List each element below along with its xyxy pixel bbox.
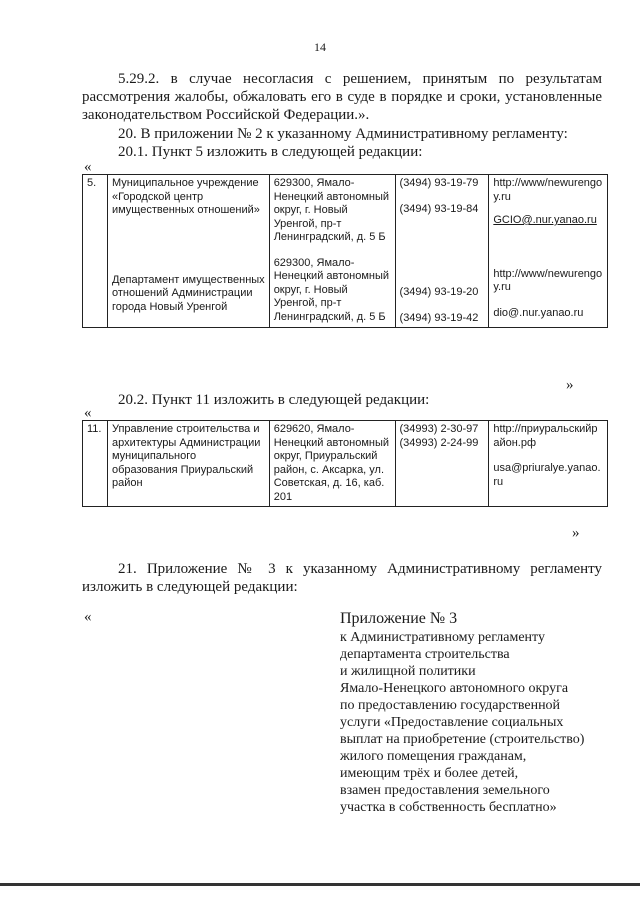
phone-1b: (3494) 93-19-84 xyxy=(399,202,479,215)
phone-2a: (3494) 93-19-20 xyxy=(399,286,479,298)
open-quote-1: « xyxy=(84,159,92,175)
address-cell xyxy=(269,175,395,328)
open-quote-3: « xyxy=(84,609,92,625)
appendix-header xyxy=(340,610,620,816)
close-quote-1: » xyxy=(566,377,574,393)
website-link[interactable]: http://приуральскийрайон.рф xyxy=(493,423,598,449)
appendix-line: имеющим трёх и более детей, xyxy=(340,766,519,781)
appendix-line: жилого помещения гражданам, xyxy=(340,749,527,764)
website-link-1[interactable]: http://www/newurengoy.ru xyxy=(493,177,603,203)
appendix-line: департамента строительства xyxy=(340,647,510,662)
organization-name: Управление строительства и архитектуры Администрации муниципального образования Приуральский район xyxy=(107,421,269,507)
phone-b: (34993) 2-24-99 xyxy=(399,436,479,449)
appendix-line: по предоставлению государственной xyxy=(340,698,561,713)
paragraph-20: 20. В приложении № 2 к указанному Административному регламенту: xyxy=(118,126,568,142)
phone-2b: (3494) 93-19-42 xyxy=(399,311,479,324)
bottom-scan-edge xyxy=(0,883,640,886)
phone-1a: (3494) 93-19-79 xyxy=(399,177,479,189)
email-link-2[interactable]: dio@.nur.yanao.ru xyxy=(493,306,584,319)
paragraph-21: 21. Приложение № 3 к указанному Административному регламенту изложить в следующей редакции: xyxy=(82,561,602,595)
appendix-line: участка в собственность бесплатно» xyxy=(340,800,557,815)
row-number: 11. xyxy=(83,421,108,507)
appendix-title: Приложение № 3 xyxy=(340,610,458,627)
paragraph-5-29-2: 5.29.2. в случае несогласия с решением, принятым по результатам рассмотрения жалобы, обжаловать его в суде в порядке и сроки, установленные законодательством Российской Федерации.». xyxy=(82,71,602,123)
appendix-line: Ямало-Ненецкого автономного округа xyxy=(340,681,569,696)
email-link-1[interactable]: GCIO@.nur.yanao.ru xyxy=(493,214,597,226)
paragraph-20-1: 20.1. Пункт 5 изложить в следующей редакции: xyxy=(118,144,423,160)
email-link[interactable]: usa@priuralye.yanao.ru xyxy=(493,462,601,488)
address: 629620, Ямало-Ненецкий автономный округ, Приуральский район, с. Аксарка, ул. Советская, д. 16, каб. 201 xyxy=(269,421,395,507)
table-row xyxy=(83,175,608,328)
close-quote-2: » xyxy=(572,525,580,541)
row-number: 5. xyxy=(83,175,108,328)
address-1: 629300, Ямало-Ненецкий автономный округ, г. Новый Уренгой, пр-т Ленинградский, д. 5 Б xyxy=(273,177,390,243)
table-row xyxy=(83,421,608,507)
appendix-line: к Административному регламенту xyxy=(340,630,545,645)
phone-cell xyxy=(395,421,489,507)
appendix-line: взамен предоставления земельного xyxy=(340,783,550,798)
organization-name-2: Департамент имущественных отношений Администрации города Новый Уренгой xyxy=(111,273,265,313)
appendix-line: услуги «Предоставление социальных xyxy=(340,715,564,730)
table-item-5 xyxy=(82,174,608,328)
organization-name-1: Муниципальное учреждение «Городской центр имущественных отношений» xyxy=(111,177,260,216)
phone-cell xyxy=(395,175,489,328)
page-number: 14 xyxy=(314,40,326,54)
paragraph-20-2: 20.2. Пункт 11 изложить в следующей редакции: xyxy=(118,392,430,408)
open-quote-2: « xyxy=(84,405,92,421)
contacts-cell xyxy=(489,175,608,328)
appendix-line: выплат на приобретение (строительство) xyxy=(340,732,585,747)
phone-a: (34993) 2-30-97 xyxy=(399,423,479,435)
organization-cell xyxy=(107,175,269,328)
website-link-2[interactable]: http://www/newurengoy.ru xyxy=(493,267,603,293)
appendix-line: и жилищной политики xyxy=(340,664,476,679)
table-item-11 xyxy=(82,420,608,507)
address-2: 629300, Ямало-Ненецкий автономный округ, г. Новый Уренгой, пр-т Ленинградский, д. 5 Б xyxy=(273,256,390,323)
contacts-cell xyxy=(489,421,608,507)
